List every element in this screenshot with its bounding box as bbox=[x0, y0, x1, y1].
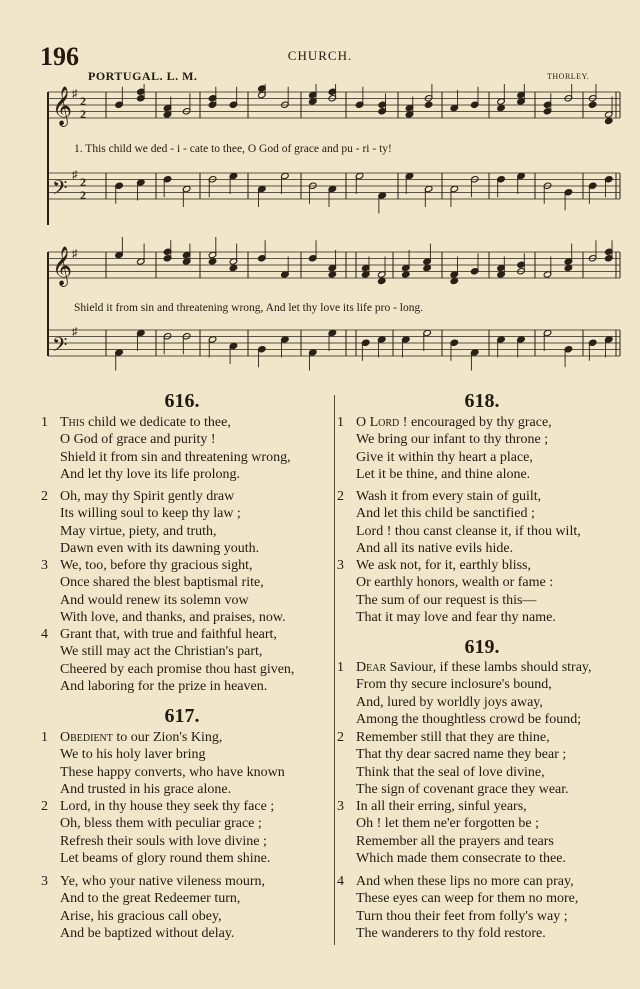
verse-line-rest: Saviour, if these lambs should stray, bbox=[386, 660, 592, 675]
verse-line: Cheered by each promise thou hast given, bbox=[60, 661, 295, 677]
stanza bbox=[337, 488, 581, 558]
verse-line: Its willing soul to keep thy law ; bbox=[60, 506, 241, 522]
stanza bbox=[41, 873, 266, 943]
stanza-number: 2 bbox=[41, 799, 48, 814]
verse-line: We still may act the Christian's part, bbox=[60, 644, 263, 660]
verse-line bbox=[356, 659, 592, 676]
page-number: 196 bbox=[40, 42, 79, 71]
stanza-number: 3 bbox=[337, 799, 344, 814]
clef-icon: 𝄞 bbox=[52, 86, 73, 126]
note-head bbox=[328, 271, 337, 278]
verse-line: Wash it from every stain of guilt, bbox=[356, 489, 542, 504]
music-lyric-line-1: 1. This child we ded - i - cate to thee, O God of grace and pu - ri - ty! bbox=[74, 143, 392, 155]
stanza-number: 4 bbox=[337, 874, 344, 889]
hymn-number-617: 617. bbox=[164, 705, 200, 727]
verse-line: Let beams of glory round them shine. bbox=[60, 851, 271, 867]
verse-line: Give it within thy heart a place, bbox=[356, 449, 533, 465]
verse-line: Shield it from sin and threatening wrong, bbox=[60, 449, 291, 465]
stanza bbox=[337, 414, 552, 484]
stanza-lead-word: This bbox=[60, 415, 85, 430]
verse-line: Ye, who your native vileness mourn, bbox=[60, 874, 266, 889]
hymn-number-618: 618. bbox=[464, 390, 500, 412]
stanza-number: 1 bbox=[41, 730, 48, 745]
verse-line bbox=[60, 414, 291, 431]
note-head bbox=[604, 117, 613, 124]
stanza bbox=[41, 626, 295, 696]
verse-line: May virtue, piety, and truth, bbox=[60, 523, 217, 539]
verse-line: With love, and thanks, and praises, now. bbox=[60, 610, 286, 626]
verse-line: Among the thoughtless crowd be found; bbox=[356, 712, 582, 728]
stanza-number: 1 bbox=[41, 415, 48, 430]
time-signature: 2 bbox=[80, 188, 86, 202]
clef-icon: 𝄞 bbox=[52, 246, 73, 286]
verse-line: We bring our infant to thy throne ; bbox=[356, 432, 549, 448]
verse-line: Or earthly honors, wealth or fame : bbox=[356, 575, 554, 591]
verse-line: Once shared the blest baptismal rite, bbox=[60, 575, 264, 591]
note-head bbox=[497, 104, 506, 111]
stanza-number: 2 bbox=[337, 730, 344, 745]
stanza-number: 2 bbox=[337, 489, 344, 504]
verse-line: We ask not, for it, earthly bliss, bbox=[356, 558, 532, 573]
stanza bbox=[337, 729, 569, 799]
verse-line bbox=[60, 729, 285, 746]
verse-line: From thy secure inclosure's bound, bbox=[356, 677, 552, 693]
composer-name: THORLEY. bbox=[547, 72, 590, 81]
music-score bbox=[38, 84, 628, 384]
verse-line: Lord ! thou canst cleanse it, if thou wilt, bbox=[356, 523, 581, 539]
verse-line: These happy converts, who have known bbox=[60, 764, 285, 780]
stanza bbox=[41, 798, 275, 868]
stanza bbox=[337, 659, 592, 729]
note-head bbox=[423, 264, 432, 271]
sharp-icon: ♯ bbox=[72, 88, 78, 101]
verse-line: Remember still that they are thine, bbox=[356, 730, 550, 745]
verse-line: And laboring for the prize in heaven. bbox=[60, 679, 268, 695]
verse-line: And, lured by worldly joys away, bbox=[356, 694, 543, 710]
time-signature: 2 bbox=[80, 107, 86, 121]
time-signature: 2 bbox=[80, 94, 86, 108]
stanza bbox=[337, 873, 579, 943]
stanza bbox=[41, 557, 286, 627]
verse-line: These eyes can weep for them no more, bbox=[356, 891, 579, 907]
verse-line: And when these lips no more can pray, bbox=[356, 874, 574, 889]
verse-line: We, too, before thy gracious sight, bbox=[60, 558, 253, 573]
stanza bbox=[41, 729, 285, 799]
sharp-icon: ♯ bbox=[72, 326, 78, 339]
verse-line: Grant that, with true and faithful heart, bbox=[60, 627, 277, 642]
verse-line: That thy dear sacred name they bear ; bbox=[356, 747, 567, 763]
verse-line: Think that the seal of love divine, bbox=[356, 764, 545, 780]
verse-line: And to the great Redeemer turn, bbox=[60, 891, 241, 907]
verse-line: That it may love and fear thy name. bbox=[356, 610, 556, 626]
stanza-number: 2 bbox=[41, 489, 48, 504]
verse-line: And trusted in his grace alone. bbox=[60, 782, 232, 798]
verse-line: And let this child be sanctified ; bbox=[356, 506, 535, 522]
verse-line: O God of grace and purity ! bbox=[60, 432, 216, 448]
verse-line: And let thy love its life prolong. bbox=[60, 467, 241, 483]
stanza-lead-word: Dear bbox=[356, 660, 387, 675]
verse-line: Which made them consecrate to thee. bbox=[356, 851, 566, 867]
hymn-number-616: 616. bbox=[164, 390, 200, 412]
clef-icon: 𝄢 bbox=[52, 333, 68, 361]
verse-line: Arise, his gracious call obey, bbox=[60, 908, 222, 924]
stanza-number: 1 bbox=[337, 660, 344, 675]
verse-line: The sign of covenant grace they wear. bbox=[356, 782, 569, 798]
time-signature: 2 bbox=[80, 175, 86, 189]
verse-line: Oh, bless them with peculiar grace ; bbox=[60, 816, 262, 832]
verse-line bbox=[356, 414, 552, 431]
tune-name: PORTUGAL. L. M. bbox=[88, 69, 198, 83]
verse-line: Remember all the prayers and tears bbox=[356, 833, 554, 849]
verse-line: And would renew its solemn vow bbox=[60, 592, 249, 608]
note-head bbox=[450, 277, 459, 284]
verse-line: The sum of our request is this— bbox=[356, 592, 537, 608]
verse-line: In all their erring, sinful years, bbox=[356, 799, 527, 814]
note-head bbox=[229, 264, 238, 271]
stanza-number: 4 bbox=[41, 627, 48, 642]
stanza bbox=[41, 414, 291, 484]
clef-icon: 𝄢 bbox=[52, 176, 68, 204]
verse-line: Turn thou their feet from folly's way ; bbox=[356, 908, 568, 924]
stanza-number: 1 bbox=[337, 415, 344, 430]
stanza-number: 3 bbox=[41, 558, 48, 573]
stanza bbox=[337, 557, 556, 627]
note-head bbox=[377, 277, 386, 284]
verse-line: Refresh their souls with love divine ; bbox=[60, 833, 267, 849]
note-head bbox=[402, 271, 411, 278]
verse-line: Oh, may thy Spirit gently draw bbox=[60, 489, 235, 504]
note-head bbox=[208, 258, 217, 265]
music-lyric-line-2: Shield it from sin and threatening wrong, And let thy love its life pro - long. bbox=[74, 302, 424, 314]
verse-line: Dawn even with its dawning youth. bbox=[60, 541, 260, 557]
note-head bbox=[424, 101, 433, 108]
stanza bbox=[41, 488, 260, 558]
stanza bbox=[337, 798, 566, 868]
note-head bbox=[564, 264, 573, 271]
sharp-icon: ♯ bbox=[72, 248, 78, 261]
stanza-number: 3 bbox=[337, 558, 344, 573]
verse-line-rest: child we dedicate to thee, bbox=[84, 415, 231, 430]
stanza-lead-word: Obedient bbox=[60, 730, 113, 745]
verse-line: And all its native evils hide. bbox=[356, 541, 514, 557]
verse-line-rest: ! encouraged by thy grace, bbox=[399, 415, 552, 430]
stanza-lead-word: O Lord bbox=[356, 415, 400, 430]
verse-line-rest: to our Zion's King, bbox=[112, 730, 223, 745]
column-divider bbox=[334, 395, 335, 945]
hymn-number-619: 619. bbox=[464, 636, 500, 658]
running-title: CHURCH. bbox=[287, 48, 353, 63]
note-head bbox=[588, 101, 597, 108]
stanza-number: 3 bbox=[41, 874, 48, 889]
verse-line: Oh ! let them ne'er forgotten be ; bbox=[356, 816, 540, 832]
verse-line: And be baptized without delay. bbox=[60, 926, 235, 942]
verse-line: Lord, in thy house they seek thy face ; bbox=[60, 799, 275, 814]
sharp-icon: ♯ bbox=[72, 169, 78, 182]
verse-line: The wanderers to thy fold restore. bbox=[356, 926, 546, 942]
verse-line: Let it be thine, and thine alone. bbox=[356, 467, 531, 483]
verse-line: We to his holy laver bring bbox=[60, 747, 206, 763]
